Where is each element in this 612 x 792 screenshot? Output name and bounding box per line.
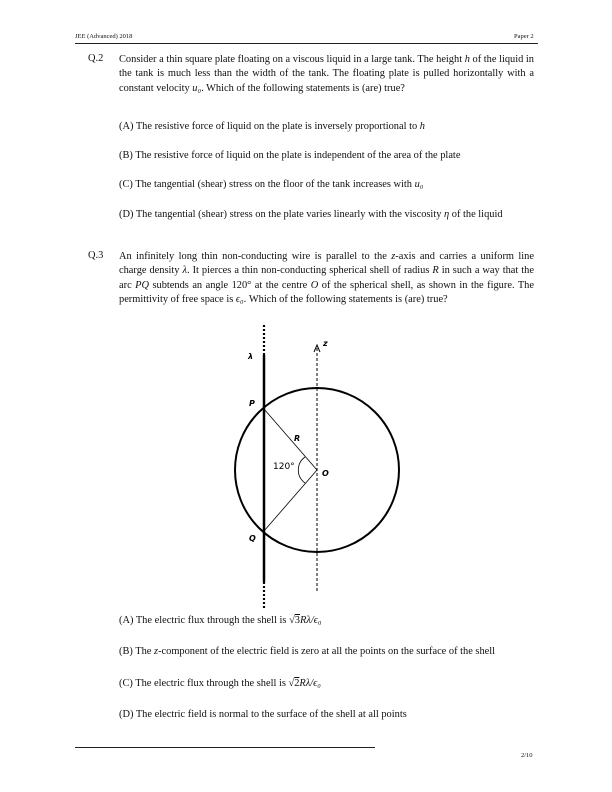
- page-number: 2/10: [521, 752, 533, 759]
- question-number: Q.3: [88, 250, 104, 261]
- q3-option-b: (B) The z-component of the electric field is zero at all the points on the surface of the shell: [119, 646, 496, 657]
- q2-option-d: (D) The tangential (shear) stress on the plate varies linearly with the viscosity η of the liquid: [119, 209, 503, 220]
- angle-arc: [298, 457, 305, 483]
- question-number: Q.2: [88, 53, 104, 64]
- q3-option-d: (D) The electric field is normal to the surface of the shell at all points: [119, 709, 407, 720]
- question-2-text: Consider a thin square plate floating on a viscous liquid in a large tank. The height h of the liquid in the tank is much less than the width of the tank. The floating plate is pulled horizontally with a constant velocity u₀. Which of the following statements is (are) true?: [119, 54, 534, 94]
- q3-option-c: (C) The electric flux through the shell is √2Rλ/ϵ₀: [119, 678, 321, 689]
- q2-option-c: (C) The tangential (shear) stress on the floor of the tank increases with u₀: [119, 179, 424, 190]
- q2-option-b: (B) The resistive force of liquid on the plate is independent of the area of the plate: [119, 150, 461, 161]
- label-o: O: [322, 469, 329, 478]
- label-angle: 120°: [273, 462, 295, 472]
- header-paper: Paper 2: [514, 33, 534, 40]
- label-q: Q: [249, 534, 256, 543]
- header-exam-title: JEE (Advanced) 2018: [75, 33, 133, 40]
- question-3-text: An infinitely long thin non-conducting wire is parallel to the z-axis and carries a uniform line charge density λ. It pierces a thin non-conducting spherical shell of radius R in such a way that the arc PQ subtends an angle 120° at the centre O of the spherical shell, as shown in the figure. The permittivity of free space is ϵ₀. Which of the following statements is (are) true?: [119, 251, 534, 305]
- radius-op: [264, 409, 317, 470]
- q3-option-a: (A) The electric flux through the shell is √3Rλ/ϵ₀: [119, 615, 322, 626]
- footer-rule: [75, 747, 375, 748]
- q2-option-a: (A) The resistive force of liquid on the plate is inversely proportional to h: [119, 121, 425, 132]
- label-lambda: λ: [248, 352, 254, 361]
- label-z: z: [323, 339, 328, 348]
- label-p: P: [249, 399, 255, 408]
- label-r: R: [294, 434, 301, 443]
- radius-oq: [264, 470, 317, 531]
